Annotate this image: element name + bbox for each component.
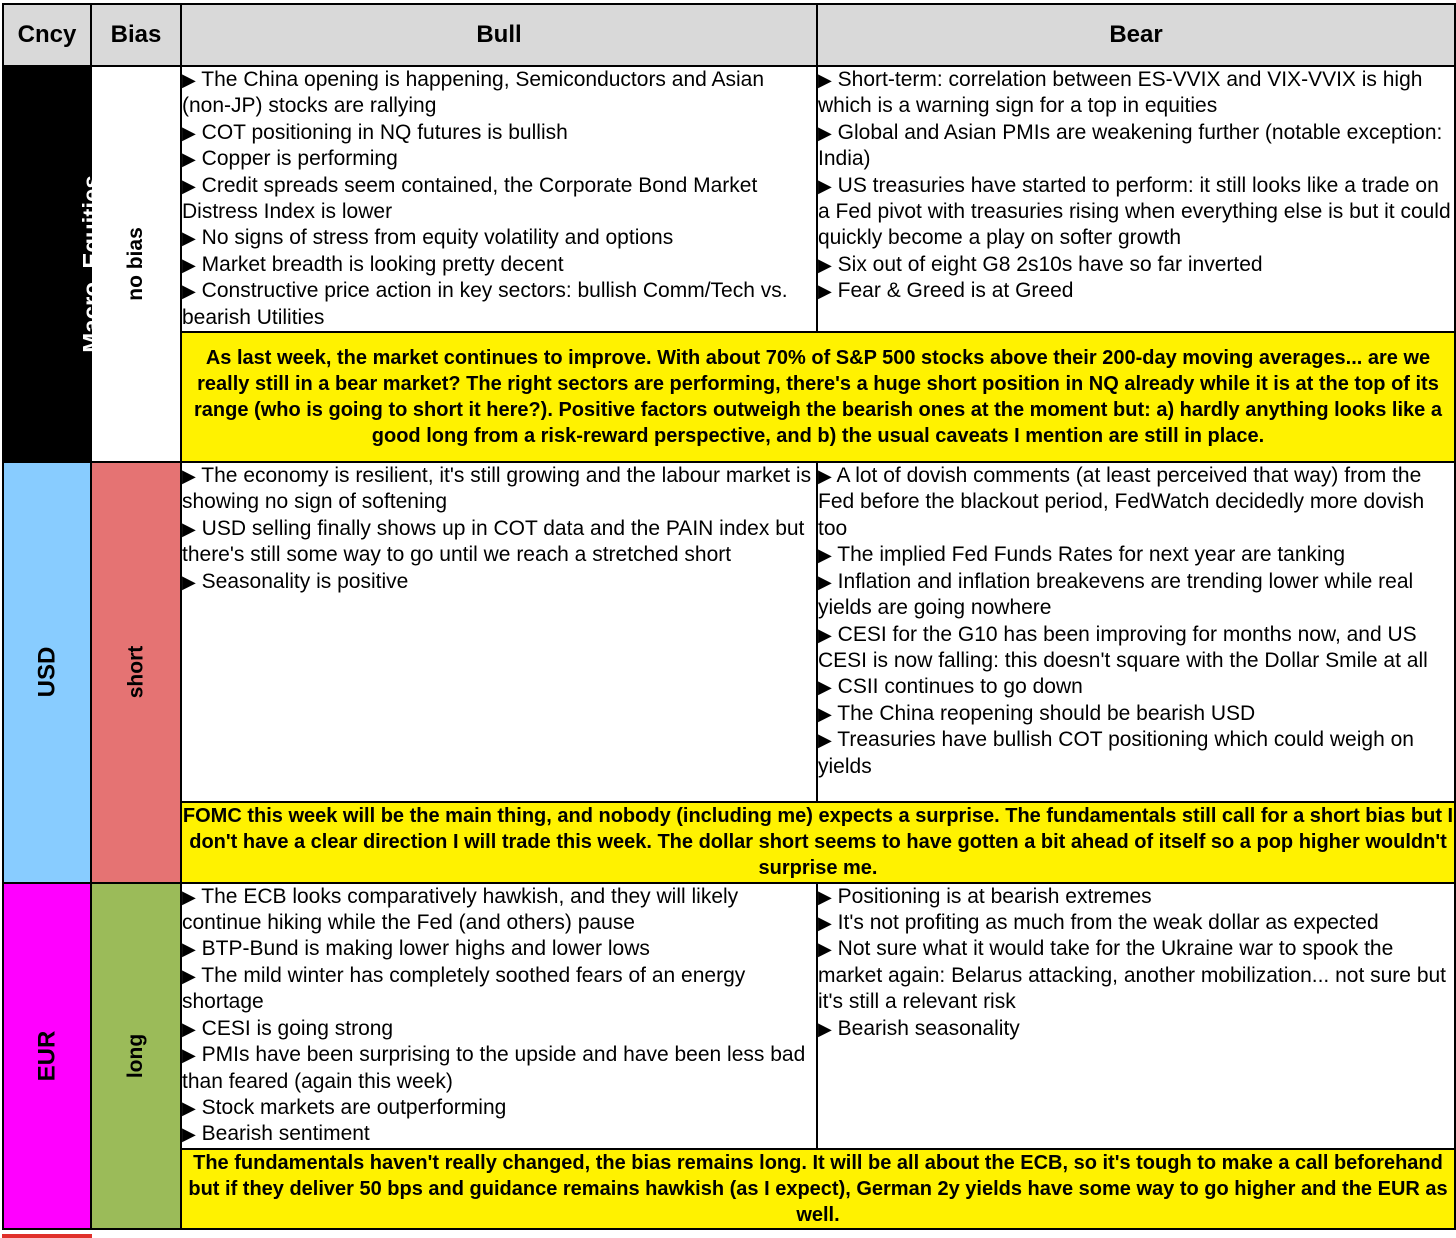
play-triangle-icon: ▶ bbox=[182, 1097, 196, 1118]
list-item bbox=[818, 622, 1454, 675]
list-item-text: Bearish seasonality bbox=[831, 1016, 1020, 1040]
section-eur-note-row bbox=[3, 1149, 1455, 1230]
bear-cell bbox=[817, 462, 1455, 802]
play-triangle-icon: ▶ bbox=[818, 703, 832, 724]
bias-cell bbox=[91, 883, 181, 1230]
play-triangle-icon: ▶ bbox=[182, 571, 196, 592]
list-item bbox=[182, 67, 816, 120]
list-item bbox=[818, 120, 1454, 173]
play-triangle-icon: ▶ bbox=[182, 254, 196, 275]
play-triangle-icon: ▶ bbox=[182, 965, 196, 986]
bias-label: short bbox=[124, 646, 147, 699]
list-item bbox=[818, 173, 1454, 252]
list-item-text: The China opening is happening, Semiconductors and Asian (non-JP) stocks are rallying bbox=[182, 68, 765, 118]
play-triangle-icon: ▶ bbox=[818, 571, 832, 592]
list-item-text: No signs of stress from equity volatility and options bbox=[195, 226, 674, 250]
list-item-text: PMIs have been surprising to the upside and have been less bad than feared (again this week) bbox=[182, 1043, 806, 1093]
list-item bbox=[182, 173, 816, 226]
bias-cell bbox=[91, 462, 181, 883]
play-triangle-icon: ▶ bbox=[182, 122, 196, 143]
play-triangle-icon: ▶ bbox=[818, 122, 832, 143]
currency-cell bbox=[3, 66, 106, 462]
play-triangle-icon: ▶ bbox=[182, 1045, 196, 1066]
list-item-text: BTP-Bund is making lower highs and lower lows bbox=[195, 937, 650, 961]
list-item bbox=[818, 569, 1454, 622]
play-triangle-icon: ▶ bbox=[818, 1018, 832, 1039]
currency-label: Macro, Equities bbox=[78, 175, 106, 353]
list-item-text: USD selling finally shows up in COT data and the PAIN index but there's still some way to go until we reach a stretched short bbox=[182, 516, 805, 567]
play-triangle-icon: ▶ bbox=[818, 939, 832, 960]
play-triangle-icon: ▶ bbox=[182, 149, 196, 170]
list-item bbox=[182, 252, 816, 278]
play-triangle-icon: ▶ bbox=[818, 677, 832, 698]
bias-label: no bias bbox=[123, 227, 147, 301]
summary-note: FOMC this week will be the main thing, and nobody (including me) expects a surprise. The fundamentals still call for a short bias but I don't have a clear direction I will trade this week. The dollar short seems to have gotten a bit ahead of itself so a pop higher wouldn't surprise me. bbox=[181, 802, 1455, 883]
list-item-text: Stock markets are outperforming bbox=[195, 1095, 507, 1119]
list-item-text: Constructive price action in key sectors: bullish Comm/Tech vs. bearish Utilities bbox=[182, 279, 788, 329]
list-item bbox=[182, 516, 816, 569]
header-currency: Cncy bbox=[3, 4, 91, 66]
list-item-text: Not sure what it would take for the Ukraine war to spook the market again: Belarus attacking, another mobilization... not sure but it's still a relevant risk bbox=[818, 937, 1447, 1014]
summary-note: As last week, the market continues to improve. With about 70% of S&P 500 stocks above their 200-day moving averages... are we really still in a bear market? The right sectors are performing, there's a huge short position in NQ already while it is at the top of its range (who is going to short it here?). Positive factors outweigh the bearish ones at the moment but: a) hardly anything looks like a good long from a risk-reward perspective, and b) the usual caveats I mention are still in place. bbox=[181, 332, 1455, 462]
currency-label: EUR bbox=[32, 1030, 60, 1082]
list-item-text: The China reopening should be bearish USD bbox=[831, 701, 1256, 725]
list-item-text: Global and Asian PMIs are weakening further (notable exception: India) bbox=[818, 120, 1443, 171]
bull-cell bbox=[181, 66, 817, 332]
bear-cell bbox=[817, 883, 1455, 1149]
section-macro-equities bbox=[3, 66, 1455, 332]
bias-label: long bbox=[123, 1033, 147, 1079]
play-triangle-icon: ▶ bbox=[818, 70, 832, 90]
list-item bbox=[818, 910, 1454, 936]
play-triangle-icon: ▶ bbox=[818, 466, 832, 487]
bear-list bbox=[818, 463, 1454, 780]
bull-cell bbox=[181, 462, 817, 802]
play-triangle-icon: ▶ bbox=[818, 175, 832, 196]
header-bear: Bear bbox=[817, 4, 1455, 66]
bull-list bbox=[182, 463, 816, 595]
list-item bbox=[818, 727, 1454, 780]
list-item bbox=[818, 674, 1454, 700]
bear-cell bbox=[817, 66, 1455, 332]
list-item-text: Treasuries have bullish COT positioning which could weigh on yields bbox=[818, 728, 1414, 778]
bull-list bbox=[182, 884, 816, 1148]
list-item-text: COT positioning in NQ futures is bullish bbox=[195, 120, 568, 144]
play-triangle-icon: ▶ bbox=[818, 886, 832, 907]
play-triangle-icon: ▶ bbox=[182, 466, 196, 487]
play-triangle-icon: ▶ bbox=[818, 254, 832, 275]
play-triangle-icon: ▶ bbox=[818, 730, 832, 751]
list-item-text: Seasonality is positive bbox=[195, 569, 409, 593]
play-triangle-icon: ▶ bbox=[818, 545, 832, 566]
list-item-text: The mild winter has completely soothed fears of an energy shortage bbox=[182, 963, 746, 1014]
list-item bbox=[818, 701, 1454, 727]
play-triangle-icon: ▶ bbox=[182, 939, 196, 960]
play-triangle-icon: ▶ bbox=[818, 913, 832, 934]
list-item bbox=[818, 936, 1454, 1015]
bear-list bbox=[818, 67, 1454, 305]
list-item bbox=[818, 542, 1454, 568]
section-eur bbox=[3, 883, 1455, 1149]
list-item-text: CESI for the G10 has been improving for months now, and US CESI is now falling: this doesn't square with the Dollar Smile at all bbox=[818, 622, 1428, 672]
list-item bbox=[182, 225, 816, 251]
list-item bbox=[818, 884, 1454, 910]
header-row bbox=[3, 4, 1455, 66]
list-item bbox=[182, 1016, 816, 1042]
list-item-text: Six out of eight G8 2s10s have so far inverted bbox=[831, 252, 1263, 276]
list-item-text: Inflation and inflation breakevens are trending lower while real yields are going nowhere bbox=[818, 569, 1414, 620]
list-item bbox=[182, 1095, 816, 1121]
bull-list bbox=[182, 67, 816, 331]
play-triangle-icon: ▶ bbox=[818, 281, 832, 302]
list-item bbox=[182, 146, 816, 172]
header-bull: Bull bbox=[181, 4, 817, 66]
list-item-text: Fear & Greed is at Greed bbox=[831, 279, 1074, 303]
play-triangle-icon: ▶ bbox=[182, 518, 196, 539]
header-bias: Bias bbox=[91, 4, 181, 66]
list-item-text: CESI is going strong bbox=[195, 1016, 394, 1040]
play-triangle-icon: ▶ bbox=[182, 1124, 196, 1145]
bull-cell bbox=[181, 883, 817, 1149]
currency-label: USD bbox=[32, 647, 60, 698]
list-item-text: The ECB looks comparatively hawkish, and they will likely continue hiking while the Fed (and others) pause bbox=[182, 884, 739, 935]
play-triangle-icon: ▶ bbox=[182, 228, 196, 249]
list-item-text: The implied Fed Funds Rates for next year are tanking bbox=[831, 543, 1346, 567]
list-item-text: Copper is performing bbox=[195, 147, 398, 171]
play-triangle-icon: ▶ bbox=[182, 70, 196, 90]
play-triangle-icon: ▶ bbox=[818, 624, 832, 645]
list-item-text: Positioning is at bearish extremes bbox=[831, 884, 1152, 908]
section-macro-equities-note-row bbox=[3, 332, 1455, 462]
list-item bbox=[818, 67, 1454, 120]
list-item bbox=[182, 963, 816, 1016]
list-item bbox=[182, 936, 816, 962]
list-item-text: It's not profiting as much from the weak dollar as expected bbox=[831, 911, 1379, 935]
list-item-text: Credit spreads seem contained, the Corporate Bond Market Distress Index is lower bbox=[182, 173, 758, 224]
list-item-text: The economy is resilient, it's still growing and the labour market is showing no sign of softening bbox=[182, 464, 812, 514]
section-usd bbox=[3, 462, 1455, 802]
play-triangle-icon: ▶ bbox=[182, 281, 196, 302]
play-triangle-icon: ▶ bbox=[182, 1018, 196, 1039]
list-item bbox=[182, 884, 816, 937]
list-item bbox=[818, 463, 1454, 542]
list-item bbox=[818, 252, 1454, 278]
list-item-text: Short-term: correlation between ES-VVIX and VIX-VVIX is high which is a warning sign for a top in equities bbox=[818, 68, 1423, 118]
list-item-text: CSII continues to go down bbox=[831, 675, 1083, 699]
list-item-text: US treasuries have started to perform: it still looks like a trade on a Fed pivot with treasuries rising when everything else is but it could quickly become a play on softer growth bbox=[818, 173, 1451, 250]
section-usd-note-row bbox=[3, 802, 1455, 883]
currency-cell bbox=[3, 883, 91, 1230]
list-item bbox=[818, 1016, 1454, 1042]
bear-list bbox=[818, 884, 1454, 1042]
list-item bbox=[182, 569, 816, 595]
play-triangle-icon: ▶ bbox=[182, 886, 196, 907]
list-item bbox=[182, 120, 816, 146]
list-item bbox=[818, 278, 1454, 304]
list-item-text: Bearish sentiment bbox=[195, 1122, 370, 1146]
next-section-strip bbox=[2, 1234, 92, 1238]
list-item bbox=[182, 1042, 816, 1095]
list-item bbox=[182, 1121, 816, 1147]
bias-table bbox=[2, 3, 1456, 1230]
list-item bbox=[182, 278, 816, 331]
list-item bbox=[182, 463, 816, 516]
currency-cell bbox=[3, 462, 91, 883]
play-triangle-icon: ▶ bbox=[182, 175, 196, 196]
list-item-text: A lot of dovish comments (at least perceived that way) from the Fed before the blackout period, FedWatch decidedly more dovish too bbox=[818, 464, 1425, 540]
list-item-text: Market breadth is looking pretty decent bbox=[195, 252, 564, 276]
summary-note: The fundamentals haven't really changed, the bias remains long. It will be all about the ECB, so it's tough to make a call beforehand but if they deliver 50 bps and guidance remains hawkish (as I expect), German 2y yields have some way to go higher and the EUR as well. bbox=[181, 1149, 1455, 1230]
